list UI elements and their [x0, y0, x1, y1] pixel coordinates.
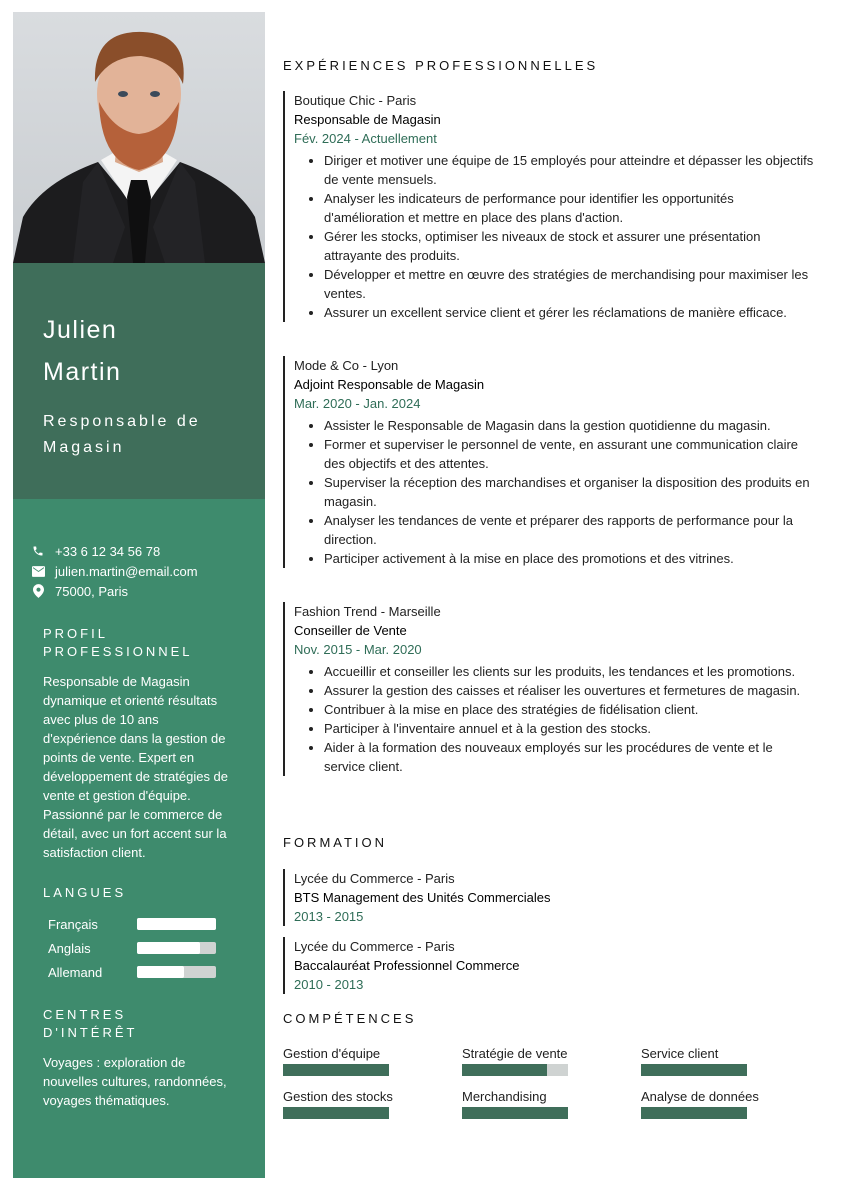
name-box — [13, 263, 265, 499]
job-bullets — [294, 416, 814, 568]
contact-email[interactable] — [31, 561, 265, 581]
job-role: Responsable de Magasin — [294, 112, 441, 127]
skill-level-bar — [462, 1107, 568, 1119]
skill-item — [641, 1089, 791, 1119]
education-degree: BTS Management des Unités Commerciales — [294, 890, 551, 905]
contact-location[interactable] — [31, 581, 265, 601]
skill-level-fill — [462, 1107, 568, 1119]
list-item: • Contribuer à la mise en place des stratégies de fidélisation client. — [324, 700, 814, 719]
list-item: • Aider à la formation des nouveaux employés sur les procédures de vente et le service client. — [324, 738, 814, 776]
education-school: Lycée du Commerce - Paris — [294, 939, 455, 954]
education-entry — [283, 937, 814, 994]
contact-phone[interactable] — [31, 541, 265, 561]
education-degree: Baccalauréat Professionnel Commerce — [294, 958, 520, 973]
list-item: • Assister le Responsable de Magasin dans la gestion quotidienne du magasin. — [324, 416, 814, 435]
language-name: Français — [48, 916, 98, 932]
list-item: • Assurer la gestion des caisses et réaliser les ouvertures et fermetures de magasin. — [324, 681, 814, 700]
email-icon — [31, 564, 45, 578]
skill-item — [462, 1089, 612, 1119]
list-item: • Développer et mettre en œuvre des stratégies de merchandising pour maximiser les ventes. — [324, 265, 814, 303]
job-dates: Mar. 2020 - Jan. 2024 — [294, 396, 421, 411]
language-list — [13, 912, 265, 984]
job-company: Boutique Chic - Paris — [294, 93, 417, 108]
skill-level-fill — [641, 1064, 747, 1076]
job-company: Fashion Trend - Marseille — [294, 604, 441, 619]
contact-list — [13, 499, 265, 601]
profile-text: Responsable de Magasin dynamique et orienté résultats avec plus de 10 ans d'expérience dans la gestion de points de vente. Expert en développement de stratégies de vente et gestion d'équipe. Passionné par le commerce de détail, avec un fort accent sur la satisfaction client. — [43, 674, 229, 860]
list-item: • Diriger et motiver une équipe de 15 employés pour atteindre et dépasser les objectifs de vente mensuels. — [324, 151, 814, 189]
skill-level-fill — [283, 1107, 389, 1119]
job-dates: Nov. 2015 - Mar. 2020 — [294, 642, 422, 657]
list-item: • Accueillir et conseiller les clients sur les produits, les tendances et les promotions. — [324, 662, 814, 681]
list-item: • Former et superviser le personnel de vente, en assurant une communication claire des objectifs et des attentes. — [324, 435, 814, 473]
skill-level-bar — [462, 1064, 568, 1076]
job-entry — [283, 602, 814, 776]
language-level-fill — [137, 966, 184, 978]
job-title: Responsable de Magasin — [43, 413, 201, 456]
education-entry — [283, 869, 814, 926]
job-bullets — [294, 662, 814, 776]
skill-name: Stratégie de vente — [462, 1046, 568, 1061]
skill-item — [641, 1046, 791, 1076]
language-item — [48, 960, 265, 984]
language-level-fill — [137, 942, 200, 954]
list-item: • Participer à l'inventaire annuel et à la gestion des stocks. — [324, 719, 814, 738]
skill-name: Service client — [641, 1046, 719, 1061]
job-bullets — [294, 151, 814, 322]
profile-photo — [13, 12, 265, 263]
language-name: Anglais — [48, 940, 91, 956]
first-name: Julien — [43, 316, 118, 344]
email-text: julien.martin@email.com — [55, 563, 198, 579]
location-icon — [31, 584, 45, 598]
education-school: Lycée du Commerce - Paris — [294, 871, 455, 886]
list-item: • Superviser la réception des marchandises et organiser la disposition des produits en magasin. — [324, 473, 814, 511]
sidebar — [13, 12, 265, 1178]
job-entry — [283, 91, 814, 322]
list-item: • Assurer un excellent service client et gérer les réclamations de manière efficace. — [324, 303, 814, 322]
location-text: 75000, Paris — [55, 583, 128, 599]
languages-heading: LANGUES — [43, 885, 127, 900]
language-item — [48, 936, 265, 960]
last-name: Martin — [43, 358, 122, 386]
education-heading: FORMATION — [283, 835, 388, 850]
job-company: Mode & Co - Lyon — [294, 358, 399, 373]
language-level-bar — [137, 942, 216, 954]
skill-level-bar — [283, 1064, 389, 1076]
skill-level-fill — [283, 1064, 389, 1076]
job-role: Conseiller de Vente — [294, 623, 407, 638]
skill-name: Merchandising — [462, 1089, 547, 1104]
list-item: • Participer activement à la mise en place des promotions et des vitrines. — [324, 549, 814, 568]
phone-icon — [31, 544, 45, 558]
interests-heading: CENTRES D'INTÉRÊT — [43, 1007, 138, 1040]
skill-item — [462, 1046, 612, 1076]
job-entry — [283, 356, 814, 568]
language-level-bar — [137, 918, 216, 930]
skill-item — [283, 1089, 433, 1119]
language-name: Allemand — [48, 964, 103, 980]
skill-level-bar — [641, 1107, 747, 1119]
skill-name: Gestion d'équipe — [283, 1046, 381, 1061]
skill-name: Gestion des stocks — [283, 1089, 393, 1104]
skills-heading: COMPÉTENCES — [283, 1011, 417, 1026]
language-level-fill — [137, 918, 216, 930]
job-role: Adjoint Responsable de Magasin — [294, 377, 485, 392]
experience-heading: EXPÉRIENCES PROFESSIONNELLES — [283, 58, 599, 73]
language-item — [48, 912, 265, 936]
list-item: • Gérer les stocks, optimiser les niveaux de stock et assurer une présentation attrayante des produits. — [324, 227, 814, 265]
skill-level-bar — [641, 1064, 747, 1076]
education-dates: 2013 - 2015 — [294, 909, 364, 924]
skill-item — [283, 1046, 433, 1076]
profile-heading: PROFIL PROFESSIONNEL — [43, 626, 193, 659]
skill-name: Analyse de données — [641, 1089, 759, 1104]
skill-level-bar — [283, 1107, 389, 1119]
skill-level-fill — [462, 1064, 547, 1076]
list-item: • Analyser les tendances de vente et préparer des rapports de performance pour la direction. — [324, 511, 814, 549]
skill-level-fill — [641, 1107, 747, 1119]
list-item: • Analyser les indicateurs de performance pour identifier les opportunités d'amélioration et mettre en place des plans d'action. — [324, 189, 814, 227]
language-level-bar — [137, 966, 216, 978]
phone-text: +33 6 12 34 56 78 — [55, 543, 161, 559]
job-dates: Fév. 2024 - Actuellement — [294, 131, 437, 146]
interests-text: Voyages : exploration de nouvelles cultures, randonnées, voyages thématiques. — [43, 1055, 227, 1108]
education-dates: 2010 - 2013 — [294, 977, 364, 992]
